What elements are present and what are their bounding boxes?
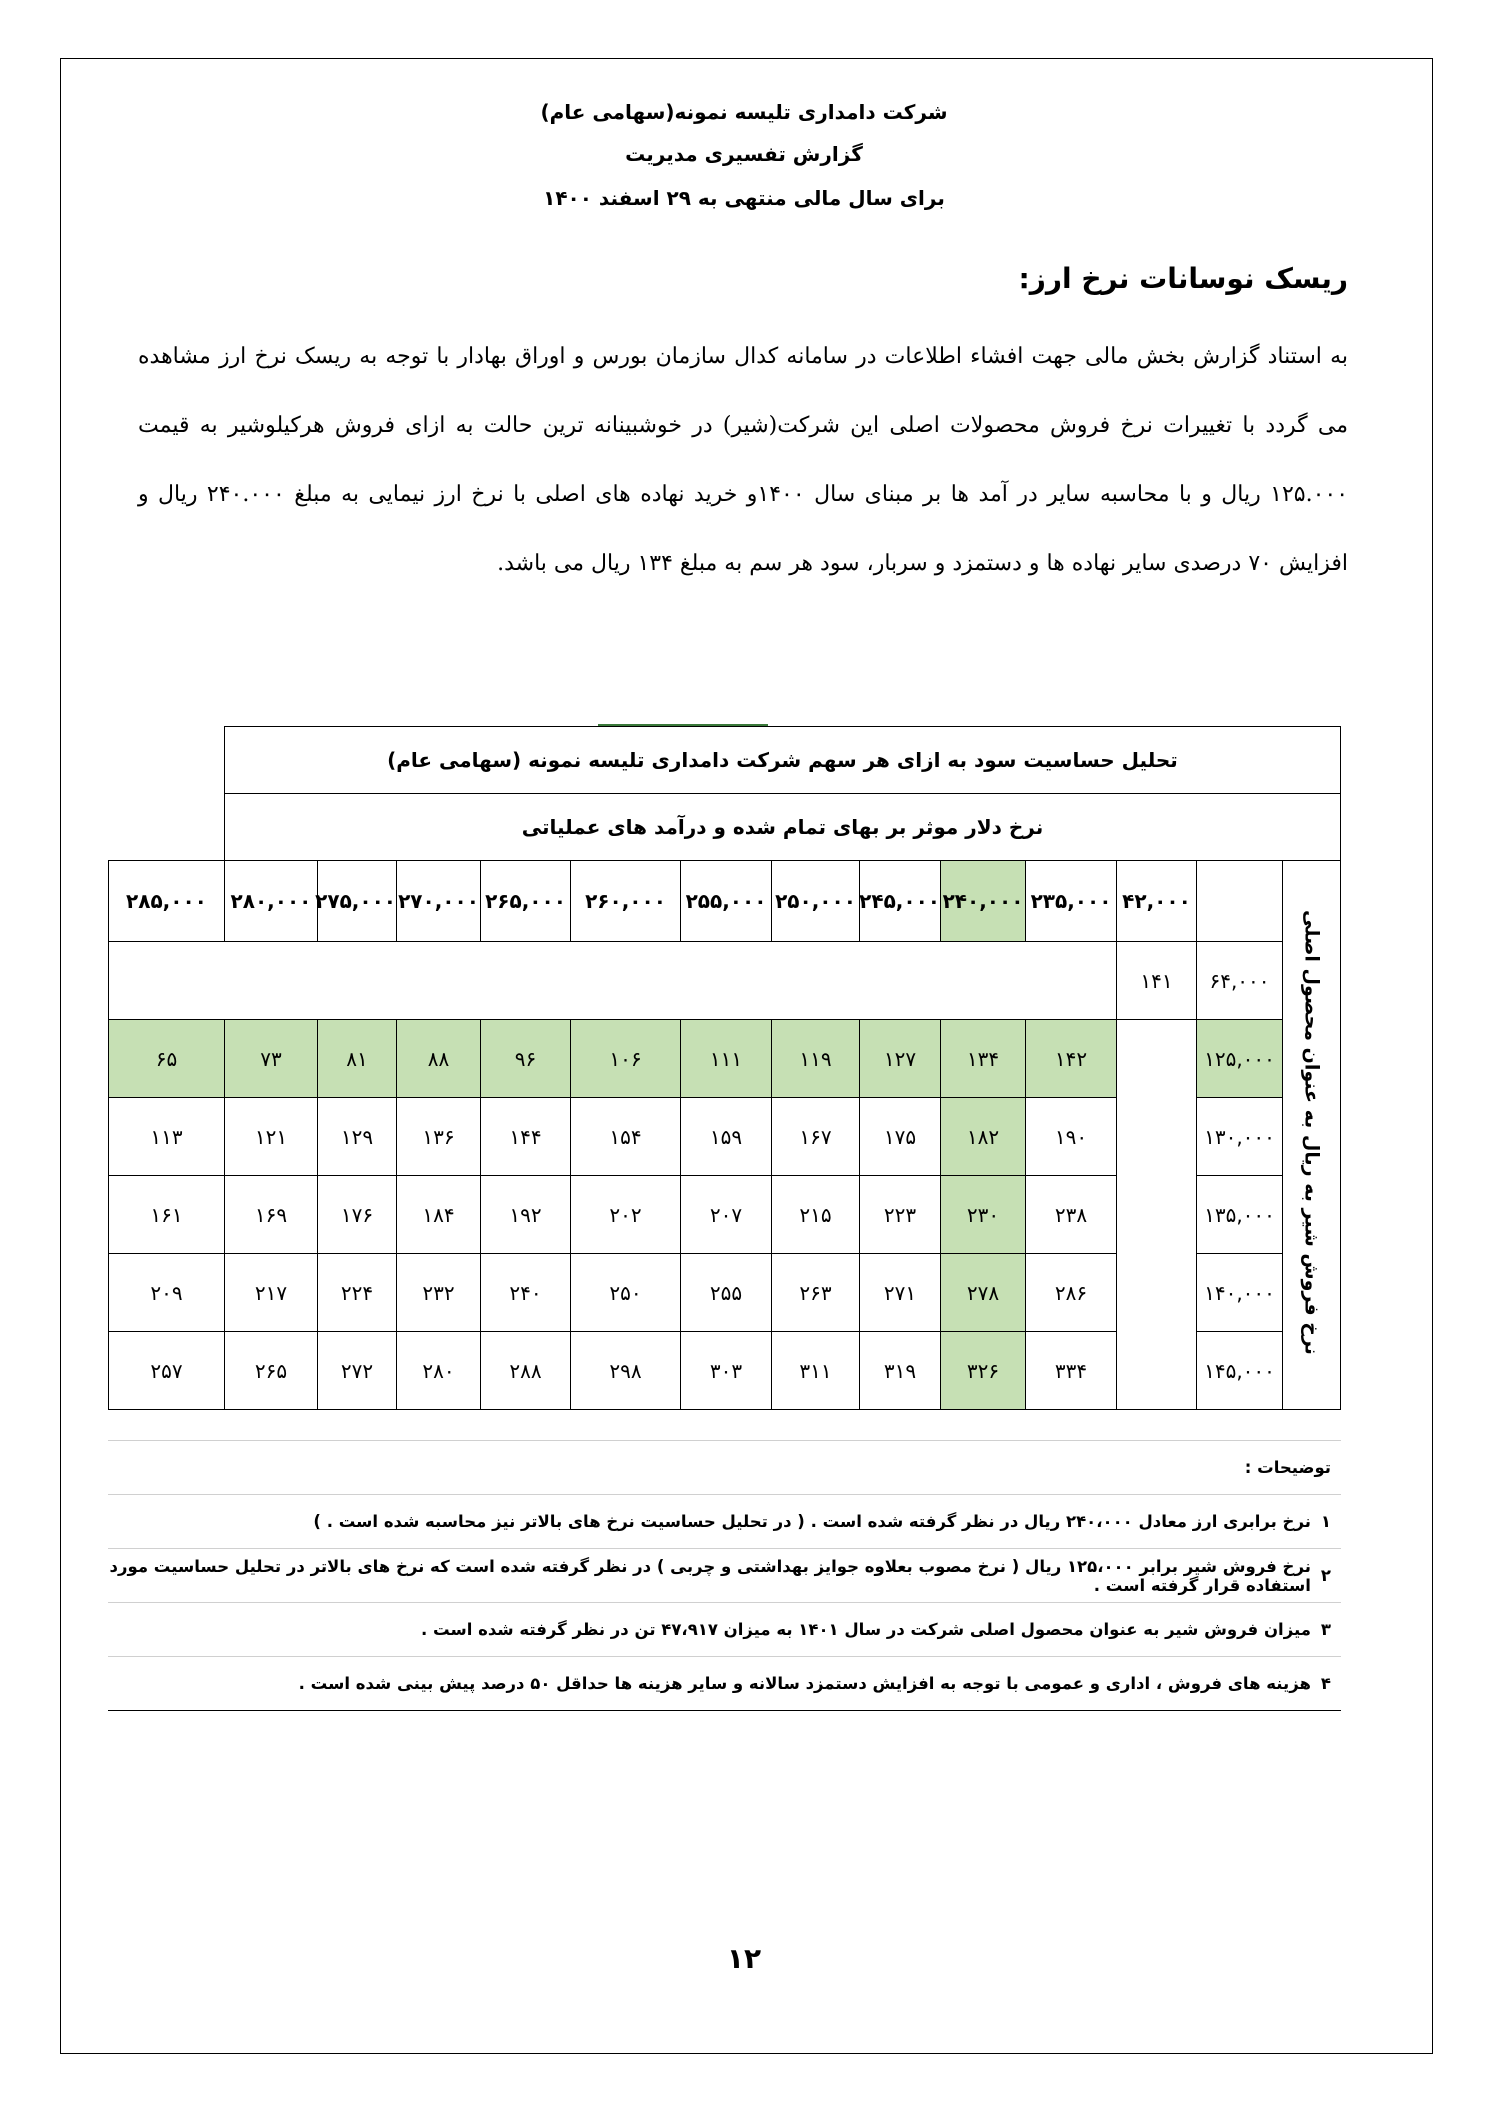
table-cell: ۹۶ <box>481 1020 571 1098</box>
notes-heading-text: توضیحات : <box>1244 1458 1331 1477</box>
table-cell: ۱۱۹ <box>772 1020 860 1098</box>
row-label: ۱۳۰,۰۰۰ <box>1197 1098 1283 1176</box>
table-cell: ۷۳ <box>224 1020 317 1098</box>
table-row <box>109 1020 1341 1098</box>
table-cell: ۱۸۴ <box>397 1176 481 1254</box>
table-cell: ۳۰۳ <box>681 1332 772 1410</box>
column-header: ۲۴۵,۰۰۰ <box>860 861 941 942</box>
table-title: تحلیل حساسیت سود به ازای هر سهم شرکت دامداری تلیسه نمونه (سهامی عام) <box>224 727 1340 794</box>
table-cell: ۱۹۲ <box>481 1176 571 1254</box>
table-cell: ۶۵ <box>109 1020 225 1098</box>
table-cell: ۲۱۷ <box>224 1254 317 1332</box>
paragraph-text: به استناد گزارش بخش مالی جهت افشاء اطلاعات در سامانه کدال سازمان بورس و اوراق بهادار با توجه به ریسک نرخ ارز مشاهده می گردد با تغییرات نرخ فروش محصولات اصلی این شرکت(شیر) در خوشبینانه ترین حالت به ازای فروش هرکیلوشیر به قیمت ۱۲۵.۰۰۰ ریال و با محاسبه سایر در آمد ها بر مبنای سال ۱۴۰۰و خرید نهاده های اصلی با نرخ ارز نیمایی به مبلغ ۲۴۰.۰۰۰ ریال و افزایش ۷۰ درصدی سایر نهاده ها و دستمزد و سربار، سود هر سم به مبلغ ۱۳۴ ریال می باشد. <box>138 344 1349 576</box>
table-cell: ۱۶۱ <box>109 1176 225 1254</box>
notes-section <box>108 1440 1341 1711</box>
corner-cell <box>1197 861 1283 942</box>
table-cell: ۱۹۰ <box>1026 1098 1117 1176</box>
table-cell: ۲۱۵ <box>772 1176 860 1254</box>
table-cell: ۳۱۱ <box>772 1332 860 1410</box>
row-axis-label-text: نرخ فروش شیر به ریال به عنوان محصول اصلی <box>1300 910 1323 1355</box>
table-cell: ۲۳۲ <box>397 1254 481 1332</box>
column-header: ۲۷۵,۰۰۰ <box>318 861 397 942</box>
table-cell: ۸۱ <box>318 1020 397 1098</box>
base-column-blank <box>1117 1020 1197 1410</box>
note-item <box>108 1603 1341 1657</box>
table-title-row <box>109 727 1341 794</box>
table-cell: ۸۸ <box>397 1020 481 1098</box>
column-header: ۲۶۰,۰۰۰ <box>571 861 681 942</box>
table-cell: ۲۶۳ <box>772 1254 860 1332</box>
table-cell: ۲۵۷ <box>109 1332 225 1410</box>
table-cell: ۲۹۸ <box>571 1332 681 1410</box>
section-title: ریسک نوسانات نرخ ارز: <box>1018 262 1348 295</box>
note-item <box>108 1657 1341 1711</box>
table-cell: ۱۸۲ <box>941 1098 1026 1176</box>
base-column-header: ۴۲,۰۰۰ <box>1117 861 1197 942</box>
note-number: ۱ <box>1320 1512 1331 1531</box>
table-cell: ۱۲۱ <box>224 1098 317 1176</box>
table-cell: ۲۰۲ <box>571 1176 681 1254</box>
row-label: ۱۴۰,۰۰۰ <box>1197 1254 1283 1332</box>
column-header: ۲۷۰,۰۰۰ <box>397 861 481 942</box>
note-text: هزینه های فروش ، اداری و عمومی با توجه به افزایش دستمزد سالانه و سایر هزینه ها حداقل ۵۰ درصد پیش بینی شده است . <box>298 1674 1311 1693</box>
column-header: ۲۶۵,۰۰۰ <box>481 861 571 942</box>
table-cell: ۲۵۰ <box>571 1254 681 1332</box>
column-header: ۲۸۰,۰۰۰ <box>224 861 317 942</box>
company-title: شرکت دامداری تلیسه نمونه(سهامی عام) <box>540 100 948 124</box>
note-text: میزان فروش شیر به عنوان محصول اصلی شرکت در سال ۱۴۰۱ به میزان ۴۷،۹۱۷ تن در نظر گرفته شده است . <box>421 1620 1311 1639</box>
note-text: نرخ برابری ارز معادل ۲۴۰،۰۰۰ ریال در نظر گرفته شده است . ( در تحلیل حساسیت نرخ های بالاتر نیز محاسبه شده است . ) <box>313 1512 1311 1531</box>
table-cell: ۱۶۷ <box>772 1098 860 1176</box>
table-cell: ۲۶۵ <box>224 1332 317 1410</box>
base-row-blank <box>109 942 1117 1020</box>
table-cell: ۱۷۵ <box>860 1098 941 1176</box>
table-cell: ۳۳۴ <box>1026 1332 1117 1410</box>
table-subtitle-row <box>109 794 1341 861</box>
table-cell: ۲۵۵ <box>681 1254 772 1332</box>
table-cell: ۳۲۶ <box>941 1332 1026 1410</box>
note-number: ۲ <box>1320 1566 1331 1585</box>
base-row <box>109 942 1341 1020</box>
table-cell: ۱۳۶ <box>397 1098 481 1176</box>
row-axis-label <box>1283 861 1341 1410</box>
note-item <box>108 1549 1341 1603</box>
column-header: ۲۳۵,۰۰۰ <box>1026 861 1117 942</box>
note-number: ۴ <box>1320 1674 1331 1693</box>
note-number: ۳ <box>1320 1620 1331 1639</box>
row-label: ۱۲۵,۰۰۰ <box>1197 1020 1283 1098</box>
base-row-label: ۶۴,۰۰۰ <box>1197 942 1283 1020</box>
table-cell: ۲۸۶ <box>1026 1254 1117 1332</box>
table-cell: ۱۲۷ <box>860 1020 941 1098</box>
column-header: ۲۸۵,۰۰۰ <box>109 861 225 942</box>
column-header: ۲۴۰,۰۰۰ <box>941 861 1026 942</box>
column-header: ۲۵۰,۰۰۰ <box>772 861 860 942</box>
body-paragraph <box>138 322 1348 598</box>
table-cell: ۲۰۹ <box>109 1254 225 1332</box>
page-number: ۱۲ <box>726 1942 762 1975</box>
row-label: ۱۳۵,۰۰۰ <box>1197 1176 1283 1254</box>
table-cell: ۲۳۰ <box>941 1176 1026 1254</box>
note-text: نرخ فروش شیر برابر ۱۲۵،۰۰۰ ریال ( نرخ مصوب بعلاوه جوایز بهداشتی و چربی ) در نظر گرفته شده است که نرخ های بالاتر در تحلیل حساسیت مورد استفاده قرار گرفته است . <box>109 1556 1311 1595</box>
table-subtitle: نرخ دلار موثر بر بهای تمام شده و درآمد های عملیاتی <box>224 794 1340 861</box>
row-label: ۱۴۵,۰۰۰ <box>1197 1332 1283 1410</box>
sensitivity-table <box>108 726 1341 1410</box>
table-cell: ۱۶۹ <box>224 1176 317 1254</box>
table-cell: ۱۵۴ <box>571 1098 681 1176</box>
column-header: ۲۵۵,۰۰۰ <box>681 861 772 942</box>
table-cell: ۲۷۲ <box>318 1332 397 1410</box>
table-cell: ۲۸۸ <box>481 1332 571 1410</box>
notes-heading <box>108 1440 1341 1495</box>
table-cell: ۲۷۱ <box>860 1254 941 1332</box>
table-cell: ۳۱۹ <box>860 1332 941 1410</box>
report-period: برای سال مالی منتهی به ۲۹ اسفند ۱۴۰۰ <box>543 186 945 210</box>
table-cell: ۲۲۴ <box>318 1254 397 1332</box>
table-cell: ۲۰۷ <box>681 1176 772 1254</box>
table-cell: ۲۲۳ <box>860 1176 941 1254</box>
table-cell: ۱۷۶ <box>318 1176 397 1254</box>
report-title: گزارش تفسیری مدیریت <box>625 142 863 166</box>
base-value: ۱۴۱ <box>1117 942 1197 1020</box>
table-cell: ۲۳۸ <box>1026 1176 1117 1254</box>
table-cell: ۱۰۶ <box>571 1020 681 1098</box>
table-cell: ۱۴۲ <box>1026 1020 1117 1098</box>
table-cell: ۱۱۳ <box>109 1098 225 1176</box>
column-header-row <box>109 861 1341 942</box>
table-cell: ۲۸۰ <box>397 1332 481 1410</box>
table-cell: ۲۷۸ <box>941 1254 1026 1332</box>
table-cell: ۱۴۴ <box>481 1098 571 1176</box>
note-item <box>108 1495 1341 1549</box>
table-cell: ۲۴۰ <box>481 1254 571 1332</box>
table-cell: ۱۵۹ <box>681 1098 772 1176</box>
table-cell: ۱۱۱ <box>681 1020 772 1098</box>
table-cell: ۱۳۴ <box>941 1020 1026 1098</box>
table-cell: ۱۲۹ <box>318 1098 397 1176</box>
